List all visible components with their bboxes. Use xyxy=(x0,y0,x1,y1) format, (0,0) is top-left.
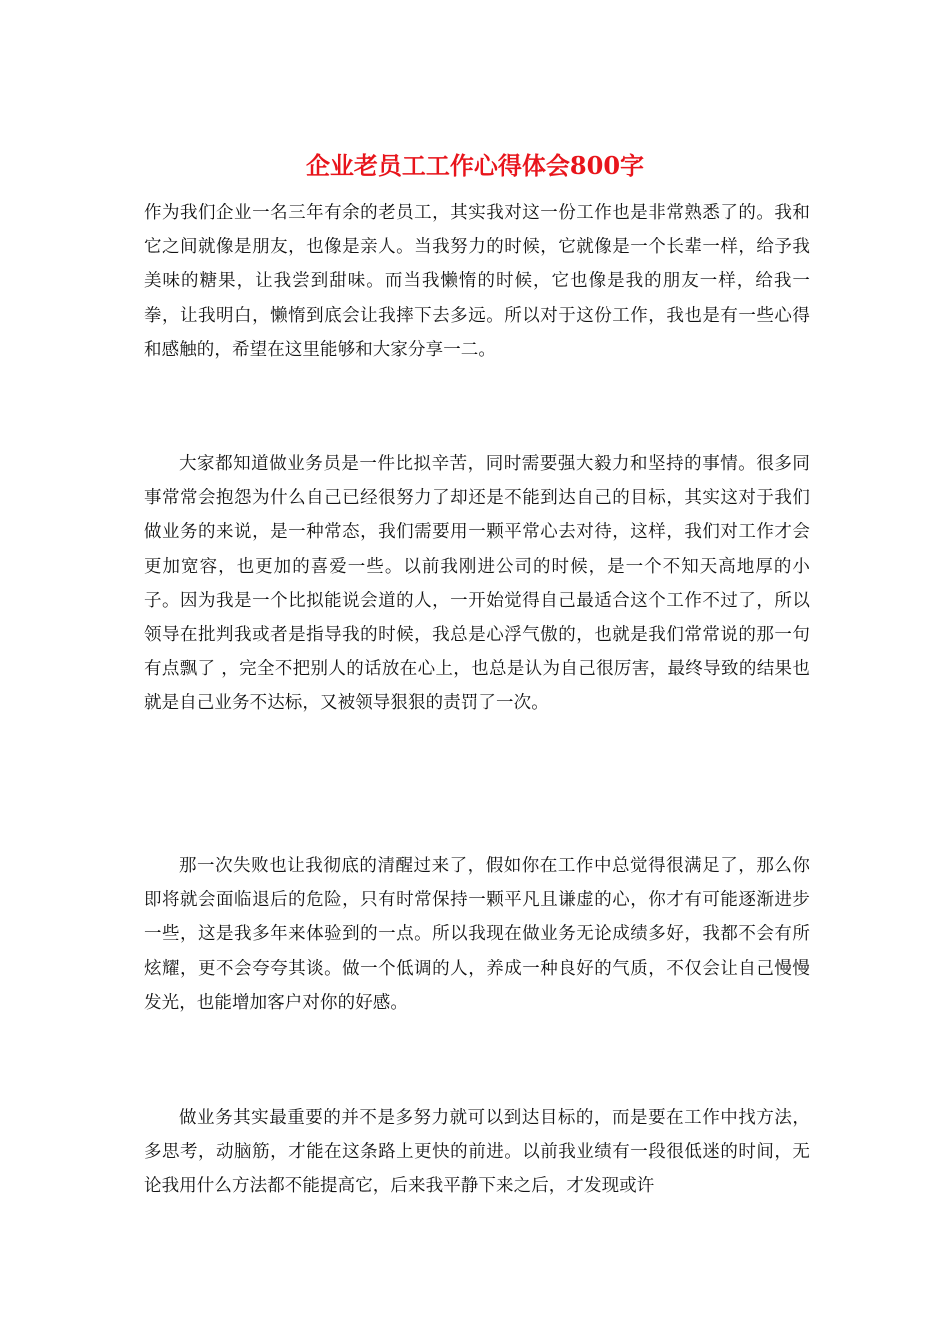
paragraph-4: 做业务其实最重要的并不是多努力就可以到达目标的，而是要在工作中找方法，多思考，动脑筋，才能在这条路上更快的前进。以前我业绩有一段很低迷的时间，无论我用什么方法都不能提高它，后来我平静下来之后，才发现或许 xyxy=(144,1108,810,1197)
document-title: 企业老员工工作心得体会800字 xyxy=(305,151,645,180)
paragraph-2: 大家都知道做业务员是一件比拟辛苦，同时需要强大毅力和坚持的事情。很多同事常常会抱怨为什么自己已经很努力了却还是不能到达自己的目标，其实这对于我们做业务的来说，是一种常态，我们需要用一颗平常心去对待，这样，我们对工作才会更加宽容，也更加的喜爱一些。以前我刚进公司的时候，是一个不知天高地厚的小子。因为我是一个比拟能说会道的人，一开始觉得自己最适合这个工作不过了，所以领导在批判我或者是指导我的时候，我总是心浮气傲的，也就是我们常常说的那一句 有点飘了 ，完全不把别人的话放在心上，也总是认为自己很厉害，最终导致的结果也就是自己业务不达标，又被领导狠狠的责罚了一次。 xyxy=(144,454,810,714)
paragraph-3: 那一次失败也让我彻底的清醒过来了，假如你在工作中总觉得很满足了，那么你即将就会面临退后的危险，只有时常保持一颗平凡且谦虚的心，你才有可能逐渐进步一些，这是我多年来体验到的一点。所以我现在做业务无论成绩多好，我都不会有所炫耀，更不会夸夸其谈。做一个低调的人，养成一种良好的气质，不仅会让自己慢慢发光，也能增加客户对你的好感。 xyxy=(144,856,810,1013)
paragraph-1: 作为我们企业一名三年有余的老员工，其实我对这一份工作也是非常熟悉了的。我和它之间就像是朋友，也像是亲人。当我努力的时候，它就像是一个长辈一样，给予我美味的糖果，让我尝到甜味。而当我懒惰的时候，它也像是我的朋友一样，给我一拳，让我明白，懒惰到底会让我摔下去多远。所以对于这份工作，我也是有一些心得和感触的，希望在这里能够和大家分享一二。 xyxy=(144,203,810,360)
